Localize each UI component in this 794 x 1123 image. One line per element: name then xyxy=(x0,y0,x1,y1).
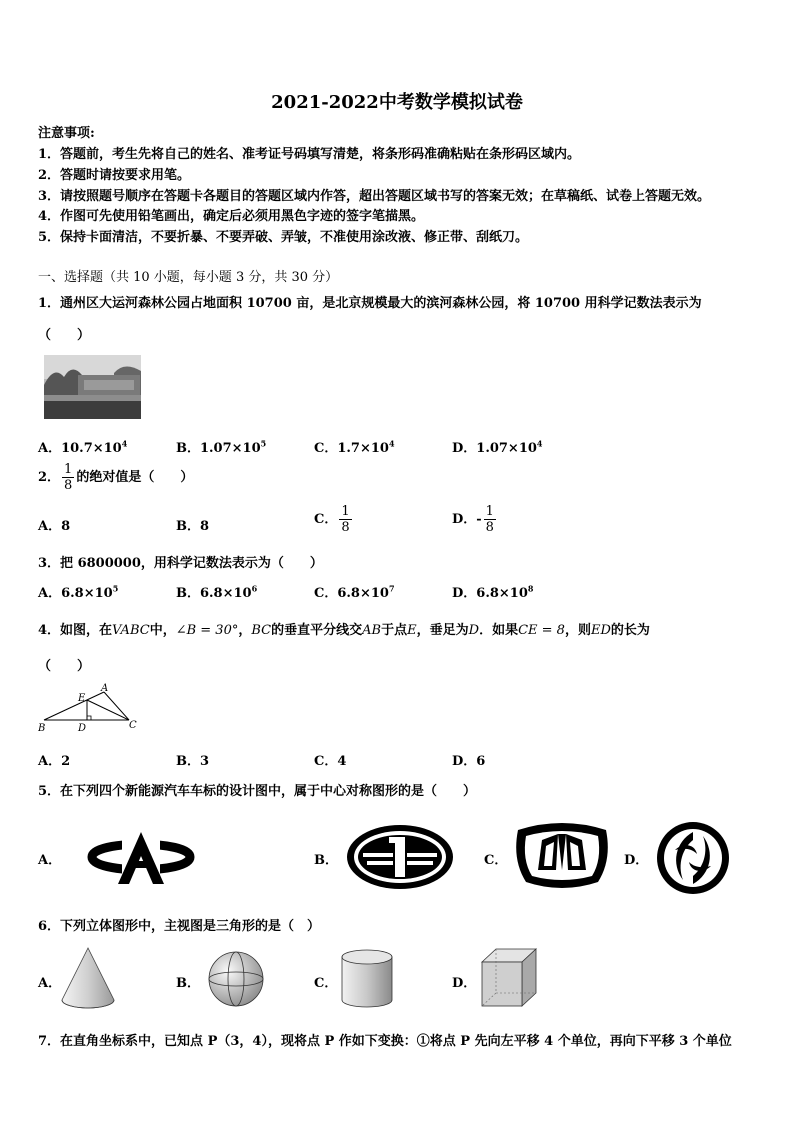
q4-part-2: 中， xyxy=(149,623,176,638)
q5-option-d: D． xyxy=(624,853,649,868)
q4-part-5: 于点 xyxy=(381,623,408,638)
q1-option-c-exp: 4 xyxy=(388,438,395,449)
fig-label-a: A xyxy=(101,683,109,694)
q4-e: E xyxy=(407,623,417,638)
page-title: 2021-2022中考数学模拟试卷 xyxy=(271,92,523,113)
fig-label-d: D xyxy=(78,723,87,734)
q3-option-d-exp: 8 xyxy=(527,583,534,594)
q1-option-b: B．1.07×10 xyxy=(176,441,261,456)
dongfeng-logo-image xyxy=(653,820,733,896)
cylinder-image xyxy=(340,948,394,1010)
q4-option-c: C．4 xyxy=(314,754,347,769)
question-4-paren: （ ） xyxy=(38,659,91,674)
q1-option-c: C．1.7×10 xyxy=(314,441,389,456)
q4-part-6: ，垂足为 xyxy=(416,623,469,638)
q3-option-b-exp: 6 xyxy=(251,583,258,594)
q4-ed: ED xyxy=(590,623,611,638)
question-5-text: 5．在下列四个新能源汽车车标的设计图中，属于中心对称图形的是（ ） xyxy=(38,784,477,799)
q2-number: 2． xyxy=(38,470,61,485)
baic-logo-image xyxy=(512,820,612,892)
q5-option-b: B． xyxy=(314,853,338,868)
triangle-figure xyxy=(38,680,148,736)
faw-logo-image xyxy=(345,823,455,891)
notice-item-2: 2．答题时请按要求用笔。 xyxy=(38,168,191,183)
question-4-text xyxy=(38,619,650,638)
q4-triangle: VABC xyxy=(112,623,150,638)
q4-part-9: 的长为 xyxy=(610,623,650,638)
q4-part-8: ，则 xyxy=(564,623,591,638)
q2-frac-den: 8 xyxy=(64,478,73,493)
chery-logo-image xyxy=(72,828,210,886)
q3-option-c-exp: 7 xyxy=(388,583,395,594)
q2-option-c-label: C． xyxy=(314,512,338,527)
q1-option-d: D．1.07×10 xyxy=(452,441,537,456)
cube-image xyxy=(479,946,539,1010)
q5-option-a: A． xyxy=(38,853,62,868)
q6-option-c: C． xyxy=(314,976,338,991)
q2-fraction xyxy=(62,462,74,493)
q2-option-b: B．8 xyxy=(176,519,210,534)
q3-option-a-exp: 5 xyxy=(112,583,119,594)
q6-option-a: A． xyxy=(38,976,62,991)
q4-bc: BC xyxy=(251,623,272,638)
question-6-text: 6．下列立体图形中，主视图是三角形的是（ ） xyxy=(38,919,321,934)
q4-d: D xyxy=(468,623,480,638)
q1-option-d-exp: 4 xyxy=(536,438,543,449)
question-1-text: 1．通州区大运河森林公园占地面积 10700 亩，是北京规模最大的滨河森林公园，将 10700 用科学记数法表示为 xyxy=(38,296,702,311)
q2-option-d xyxy=(452,504,498,535)
q3-option-c: C．6.8×10 xyxy=(314,586,389,601)
notice-item-3: 3．请按照题号顺序在答题卡各题目的答题区域内作答，超出答题区域书写的答案无效；在草稿纸、试卷上答题无效。 xyxy=(38,189,711,204)
q2-option-c xyxy=(314,504,354,535)
fig-label-e: E xyxy=(78,693,86,704)
q4-ce: CE = 8 xyxy=(518,623,565,638)
sphere-image xyxy=(206,950,266,1008)
q2-d-den: 8 xyxy=(485,520,494,535)
q4-part-3: ， xyxy=(238,623,252,638)
q1-option-a-exp: 4 xyxy=(121,438,128,449)
q6-option-b: B． xyxy=(176,976,200,991)
q4-option-b: B．3 xyxy=(176,754,210,769)
park-photo xyxy=(44,355,141,419)
q4-option-a: A．2 xyxy=(38,754,71,769)
q2-stem: 的绝对值是（ ） xyxy=(76,470,194,485)
q1-option-a: A．10.7×10 xyxy=(38,441,122,456)
question-7-text: 7．在直角坐标系中，已知点 P（3，4），现将点 P 作如下变换：①将点 P 先向左平移 4 个单位，再向下平移 3 个单位 xyxy=(38,1034,732,1049)
q2-c-num: 1 xyxy=(341,504,350,519)
q3-option-d: D．6.8×10 xyxy=(452,586,528,601)
q1-option-b-exp: 5 xyxy=(260,438,267,449)
q2-option-a: A．8 xyxy=(38,519,71,534)
q2-option-d-label: D．- xyxy=(452,512,482,527)
question-2-text xyxy=(38,462,193,493)
notice-heading: 注意事项: xyxy=(38,126,95,141)
q2-d-num: 1 xyxy=(485,504,494,519)
notice-item-4: 4．作图可先使用铅笔画出，确定后必须用黑色字迹的签字笔描黑。 xyxy=(38,209,425,224)
notice-item-1: 1．答题前，考生先将自己的姓名、准考证号码填写清楚，将条形码准确粘贴在条形码区域内。 xyxy=(38,147,581,162)
q4-part-1: 4．如图，在 xyxy=(38,623,113,638)
q6-option-d: D． xyxy=(452,976,477,991)
q5-option-c: C． xyxy=(484,853,508,868)
q4-ab: AB xyxy=(362,623,382,638)
fig-label-c: C xyxy=(129,720,137,731)
cone-image xyxy=(60,946,116,1010)
q4-angle: ∠B = 30° xyxy=(175,623,239,638)
q4-part-7: ．如果 xyxy=(479,623,519,638)
q2-c-den: 8 xyxy=(341,520,350,535)
section-heading: 一、选择题（共 10 小题，每小题 3 分，共 30 分） xyxy=(38,270,339,285)
question-1-paren: （ ） xyxy=(38,328,91,343)
q2-frac-num: 1 xyxy=(64,462,73,477)
notice-item-5: 5．保持卡面清洁，不要折暴、不要弄破、弄皱，不准使用涂改液、修正带、刮纸刀。 xyxy=(38,230,529,245)
question-3-text: 3．把 6800000，用科学记数法表示为（ ） xyxy=(38,556,323,571)
q4-part-4: 的垂直平分线交 xyxy=(271,623,363,638)
q3-option-b: B．6.8×10 xyxy=(176,586,252,601)
q3-option-a: A．6.8×10 xyxy=(38,586,113,601)
q4-option-d: D．6 xyxy=(452,754,486,769)
fig-label-b: B xyxy=(38,723,46,734)
